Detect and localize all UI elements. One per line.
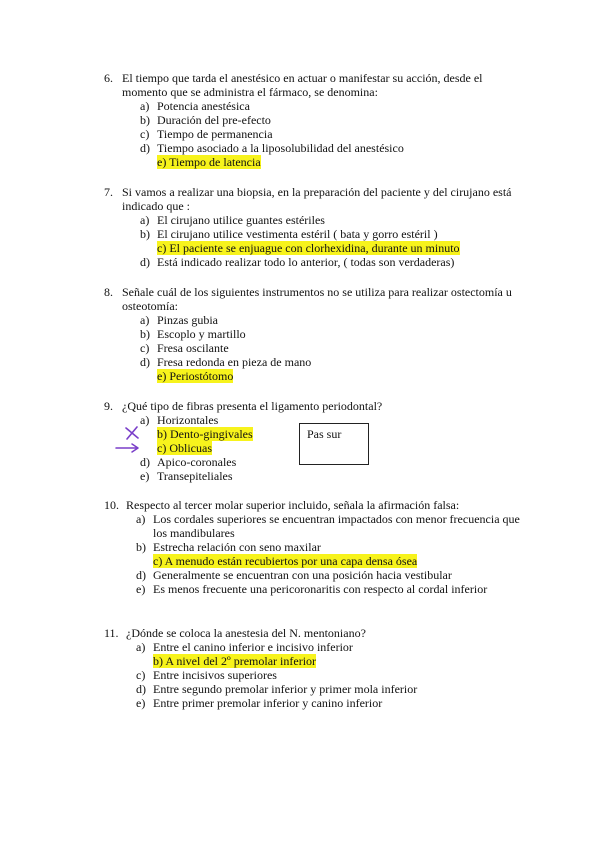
option-d (140, 355, 524, 369)
option-e (136, 582, 524, 596)
option-letter: c) (157, 441, 167, 455)
option-text: El cirujano utilice guantes estériles (157, 213, 325, 227)
option-d (140, 255, 524, 269)
option-text: Horizontales (157, 413, 219, 427)
options-list (104, 99, 524, 169)
question-number: 8. (104, 285, 113, 299)
option-text: El paciente se enjuague con clorhexidina, durante un minuto (169, 241, 460, 255)
option-text: Los cordales superiores se encuentran impactados con menor frecuencia que los mandibulares (153, 512, 520, 540)
options-list (104, 313, 524, 383)
question-text: Respecto al tercer molar superior incluido, señala la afirmación falsa: (126, 498, 460, 512)
answer-highlight (153, 654, 316, 668)
option-e (140, 469, 524, 483)
option-letter: d) (136, 568, 146, 582)
option-c (140, 341, 524, 355)
option-d (140, 141, 524, 155)
option-letter: e) (136, 696, 146, 710)
question-10 (104, 498, 524, 596)
option-text: Tiempo asociado a la liposolubilidad del anestésico (157, 141, 404, 155)
option-c (140, 127, 524, 141)
option-text: Oblicuas (169, 441, 212, 455)
option-letter: b) (136, 540, 146, 554)
option-letter: d) (136, 682, 146, 696)
option-text: Entre primer premolar inferior y canino inferior (153, 696, 383, 710)
option-e-highlighted (140, 155, 524, 169)
question-7 (104, 185, 524, 269)
answer-highlight (157, 241, 460, 255)
option-d (136, 568, 524, 582)
option-text: A nivel del 2º premolar inferior (165, 654, 317, 668)
option-letter: a) (140, 413, 150, 427)
option-letter: a) (136, 512, 146, 526)
answer-highlight (157, 155, 261, 169)
option-a (140, 213, 524, 227)
option-a (140, 99, 524, 113)
option-letter: c) (140, 127, 150, 141)
question-number: 10. (104, 498, 119, 512)
option-text: A menudo están recubiertos por una capa densa ósea (164, 554, 418, 568)
option-c-highlighted (140, 241, 524, 255)
option-letter: a) (140, 213, 150, 227)
option-letter: d) (140, 455, 150, 469)
option-letter: b) (140, 327, 150, 341)
option-letter: b) (140, 227, 150, 241)
option-e-highlighted (140, 369, 524, 383)
option-letter: e) (157, 369, 167, 383)
option-text: Fresa redonda en pieza de mano (157, 355, 312, 369)
option-letter: a) (140, 99, 150, 113)
option-letter: a) (140, 313, 150, 327)
option-letter: c) (157, 241, 167, 255)
note-text: Pas sur (307, 427, 342, 441)
note-box (299, 423, 369, 465)
answer-highlight (157, 369, 233, 383)
option-b (140, 227, 524, 241)
option-text: Duración del pre-efecto (157, 113, 271, 127)
option-letter: e) (136, 582, 146, 596)
option-b-highlighted (136, 654, 524, 668)
option-text: Periostótomo (169, 369, 234, 383)
options-list (104, 213, 524, 269)
option-letter: b) (153, 654, 163, 668)
option-text: Generalmente se encuentran con una posición hacia vestibular (153, 568, 452, 582)
option-a (136, 512, 524, 540)
option-letter: d) (140, 255, 150, 269)
option-letter: a) (136, 640, 146, 654)
option-text: Fresa oscilante (157, 341, 229, 355)
question-text: Señale cuál de los siguientes instrumentos no se utiliza para realizar ostectomía u osteotomía: (122, 285, 512, 313)
question-number: 9. (104, 399, 113, 413)
option-letter: c) (136, 668, 146, 682)
option-letter: d) (140, 355, 150, 369)
option-text: Es menos frecuente una pericoronaritis con respecto al cordal inferior (153, 582, 488, 596)
option-e (136, 696, 524, 710)
arrow-right-icon (115, 442, 141, 454)
question-text: ¿Dónde se coloca la anestesia del N. mentoniano? (126, 626, 366, 640)
option-letter: e) (157, 155, 167, 169)
answer-highlight (153, 554, 417, 568)
option-text: Tiempo de permanencia (157, 127, 273, 141)
option-text: Está indicado realizar todo lo anterior, ( todas son verdaderas) (157, 255, 455, 269)
option-text: Apico-coronales (157, 455, 237, 469)
option-text: Entre incisivos superiores (153, 668, 277, 682)
option-text: Entre el canino inferior e incisivo inferior (153, 640, 353, 654)
question-8 (104, 285, 524, 383)
question-6 (104, 71, 524, 169)
option-text: El cirujano utilice vestimenta estéril ( bata y gorro estéril ) (157, 227, 438, 241)
option-b (140, 113, 524, 127)
option-c-highlighted (136, 554, 524, 568)
option-letter: b) (157, 427, 167, 441)
option-text: Escoplo y martillo (157, 327, 246, 341)
option-letter: c) (140, 341, 150, 355)
answer-highlight (157, 427, 253, 441)
option-a (140, 313, 524, 327)
question-number: 7. (104, 185, 113, 199)
option-b (136, 540, 524, 554)
question-text: ¿Qué tipo de fibras presenta el ligamento periodontal? (122, 399, 383, 413)
option-c (136, 668, 524, 682)
question-11 (104, 626, 524, 710)
option-letter: b) (140, 113, 150, 127)
option-letter: e) (140, 469, 150, 483)
option-text: Pinzas gubia (157, 313, 218, 327)
option-text: Potencia anestésica (157, 99, 250, 113)
question-text: Si vamos a realizar una biopsia, en la preparación del paciente y del cirujano está indicado que : (122, 185, 512, 213)
option-b (140, 327, 524, 341)
option-text: Entre segundo premolar inferior y primer mola inferior (153, 682, 418, 696)
question-number: 6. (104, 71, 113, 85)
answer-highlight (157, 441, 212, 455)
x-mark-icon (124, 426, 140, 440)
option-text: Dento-gingivales (170, 427, 253, 441)
options-list (104, 512, 524, 596)
option-text: Transepiteliales (157, 469, 233, 483)
option-letter: d) (140, 141, 150, 155)
option-d (136, 682, 524, 696)
question-text: El tiempo que tarda el anestésico en actuar o manifestar su acción, desde el momento que se administra el fármaco, se denomina: (122, 71, 483, 99)
option-a (136, 640, 524, 654)
option-text: Estrecha relación con seno maxilar (153, 540, 321, 554)
option-text: Tiempo de latencia (169, 155, 261, 169)
option-letter: c) (153, 554, 163, 568)
question-number: 11. (104, 626, 119, 640)
options-list (104, 640, 524, 710)
